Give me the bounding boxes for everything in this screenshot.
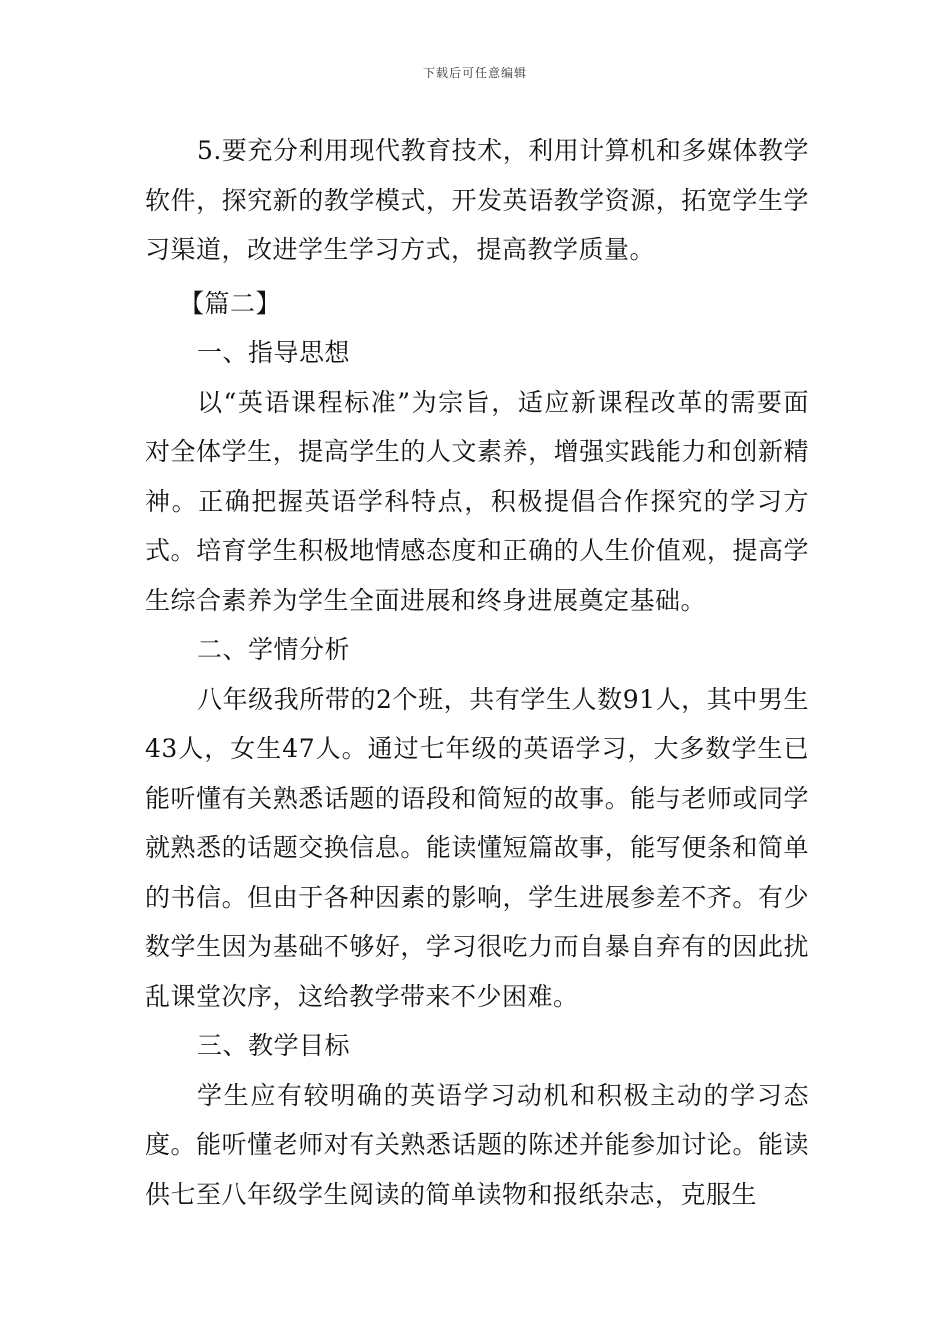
paragraph-guiding-ideology: 以“英语课程标准”为宗旨，适应新课程改革的需要面对全体学生，提高学生的人文素养，增强实践能力和创新精神。正确把握英语学科特点，积极提倡合作探究的学习方式。培育学生积极地情感态度和正确的人生价值观，提高学生综合素养为学生全面进展和终身进展奠定基础。 [145,387,809,615]
heading-guiding-ideology: 一、指导思想 [197,338,351,367]
paragraph-student-analysis: 八年级我所带的2个班，共有学生人数91人，其中男生43人，女生47人。通过七年级的英语学习，大多数学生已能听懂有关熟悉话题的语段和简短的故事。能与老师或同学就熟悉的话题交换信息。能读懂短篇故事，能写便条和简单的书信。但由于各种因素的影响，学生进展参差不齐。有少数学生因为基础不够好，学习很吃力而自暴自弃有的因此扰乱课堂次序，这给教学带来不少困难。 [145,684,809,1011]
paragraph-item-5: 5.要充分利用现代教育技术，利用计算机和多媒体教学软件，探究新的教学模式，开发英语教学资源，拓宽学生学习渠道，改进学生学习方式，提高教学质量。 [145,136,809,264]
heading-teaching-goals: 三、教学目标 [197,1031,351,1060]
paragraph-teaching-goals: 学生应有较明确的英语学习动机和积极主动的学习态度。能听懂老师对有关熟悉话题的陈述并能参加讨论。能读供七至八年级学生阅读的简单读物和报纸杂志，克服生 [145,1080,809,1209]
document-body [145,126,809,1219]
page-header-note: 下载后可任意编辑 [422,66,527,80]
section-tag-part-two: 【篇二】 [179,288,282,318]
heading-student-analysis: 二、学情分析 [197,635,351,664]
